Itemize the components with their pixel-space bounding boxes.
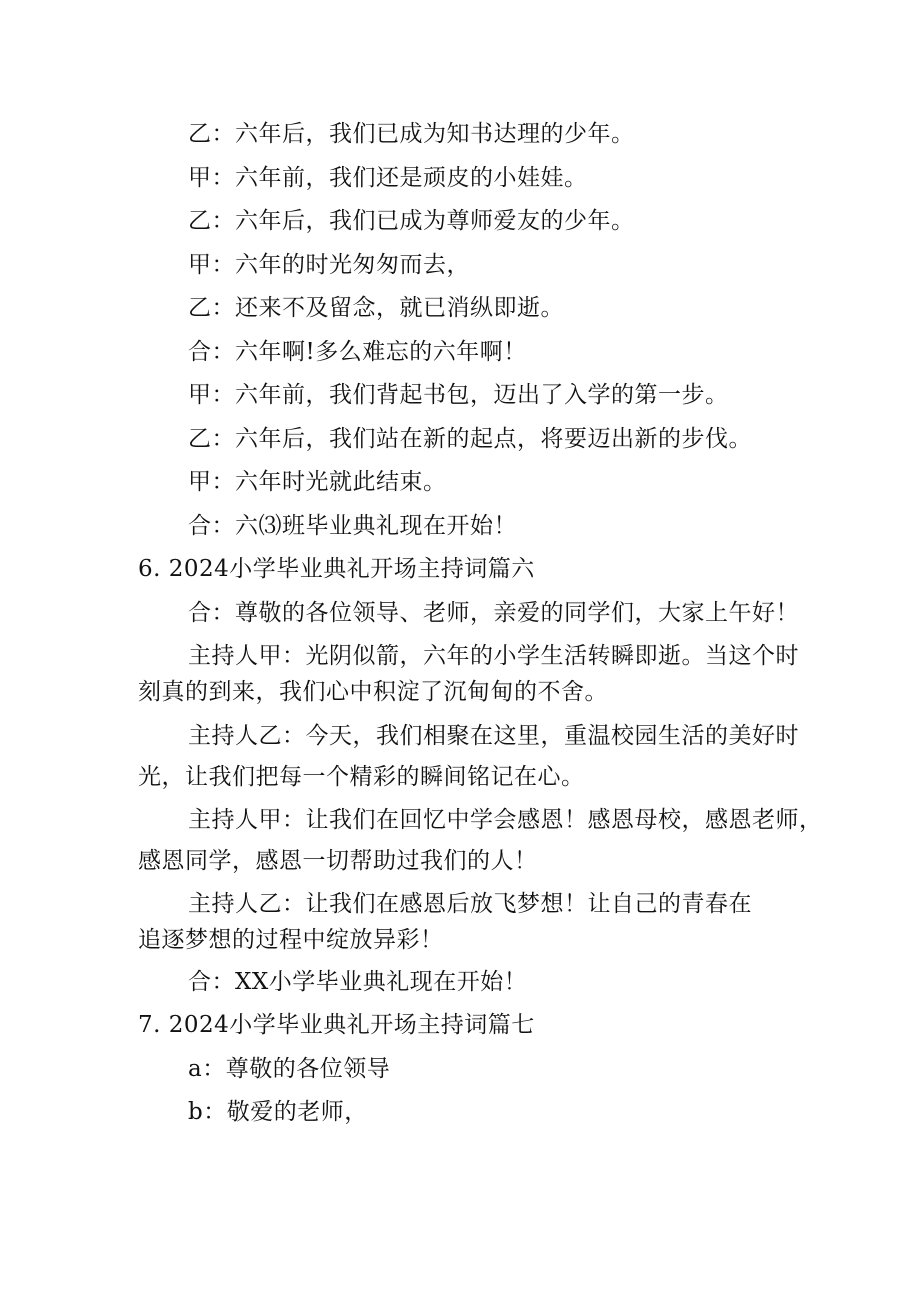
dialogue-line: 乙：六年后，我们站在新的起点，将要迈出新的步伐。 [188, 426, 752, 452]
dialogue-line: 乙：六年后，我们已成为尊师爱友的少年。 [188, 208, 635, 234]
paragraph-line: 感恩同学，感恩一切帮助过我们的人！ [138, 848, 538, 874]
paragraph-line: 主持人乙：今天，我们相聚在这里，重温校园生活的美好时 [188, 723, 799, 749]
paragraph-line: 光，让我们把每一个精彩的瞬间铭记在心。 [138, 764, 585, 790]
paragraph-line: 合：尊敬的各位领导、老师，亲爱的同学们，大家上午好！ [188, 600, 799, 626]
paragraph-line: 合：XX小学毕业典礼现在开始！ [188, 969, 528, 995]
section-heading-7: 7. 2024小学毕业典礼开场主持词篇七 [138, 1012, 535, 1038]
dialogue-line: 乙：六年后，我们已成为知书达理的少年。 [188, 121, 635, 147]
paragraph-line: a：尊敬的各位领导 [188, 1056, 391, 1082]
dialogue-line: 合：六⑶班毕业典礼现在开始！ [188, 513, 517, 539]
dialogue-line: 合：六年啊!多么难忘的六年啊！ [188, 339, 527, 365]
paragraph-line: 主持人甲：让我们在回忆中学会感恩！感恩母校，感恩老师， [188, 807, 823, 833]
dialogue-line: 乙：还来不及留念，就已消纵即逝。 [188, 295, 564, 321]
paragraph-line: 主持人甲：光阴似箭，六年的小学生活转瞬即逝。当这个时 [188, 643, 799, 669]
dialogue-line: 甲：六年的时光匆匆而去， [188, 252, 470, 278]
dialogue-line: 甲：六年前，我们还是顽皮的小娃娃。 [188, 165, 588, 191]
paragraph-line: b：敬爱的老师， [188, 1099, 368, 1125]
paragraph-line: 追逐梦想的过程中绽放异彩！ [138, 927, 444, 953]
dialogue-line: 甲：六年前，我们背起书包，迈出了入学的第一步。 [188, 382, 729, 408]
paragraph-line: 主持人乙：让我们在感恩后放飞梦想！让自己的青春在 [188, 891, 752, 917]
section-heading-6: 6. 2024小学毕业典礼开场主持词篇六 [138, 556, 535, 582]
paragraph-line: 刻真的到来，我们心中积淀了沉甸甸的不舍。 [138, 679, 608, 705]
dialogue-line: 甲：六年时光就此结束。 [188, 469, 447, 495]
